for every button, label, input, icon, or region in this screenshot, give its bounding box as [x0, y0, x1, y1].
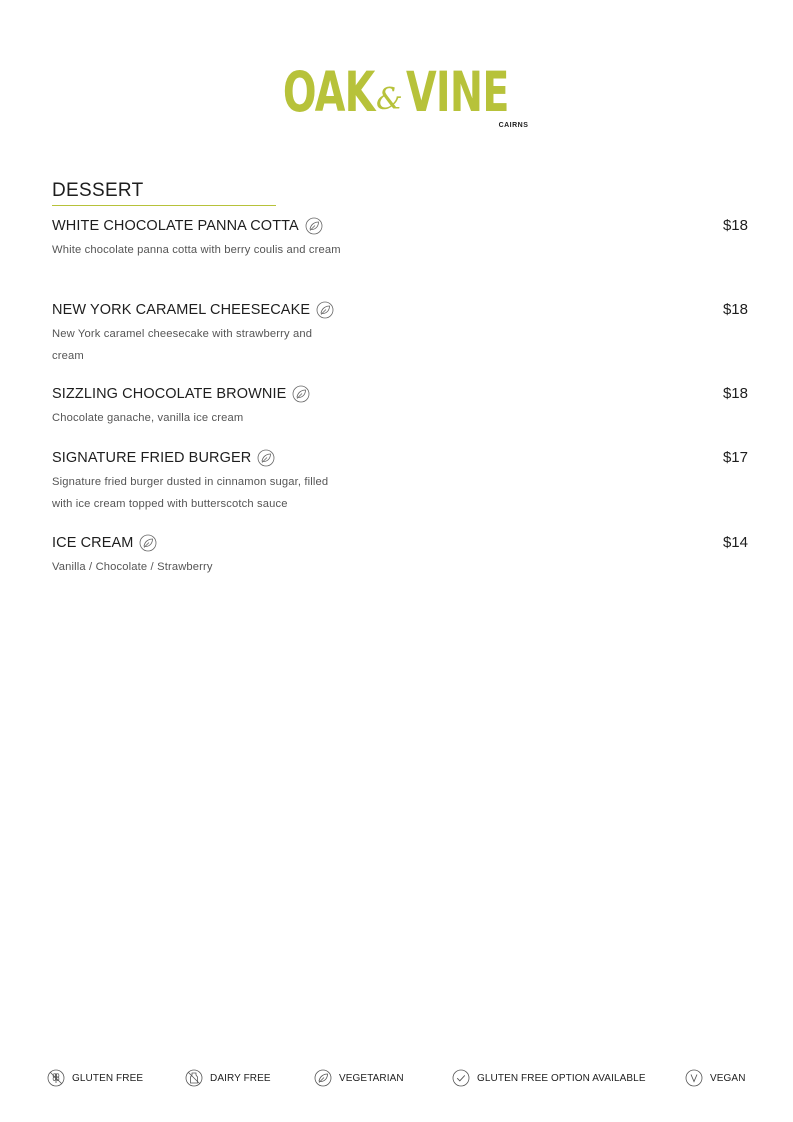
menu-item [52, 385, 748, 429]
item-price: $14 [722, 534, 748, 551]
item-name: NEW YORK CARAMEL CHEESECAKE [52, 302, 311, 318]
gluten-free-option-icon [452, 1069, 470, 1087]
dietary-legend [47, 1068, 747, 1088]
legend-gluten-free-option [452, 1068, 646, 1088]
legend-label: GLUTEN FREE [72, 1072, 144, 1084]
menu-item [52, 449, 748, 515]
item-description: New York caramel cheesecake with strawberry and cream [52, 328, 313, 362]
dairy-free-icon [185, 1069, 203, 1087]
item-name: SIZZLING CHOCOLATE BROWNIE [52, 386, 287, 402]
restaurant-logo [0, 60, 793, 129]
item-price: $18 [722, 385, 748, 402]
item-price: $18 [722, 301, 748, 318]
item-name: SIGNATURE FRIED BURGER [52, 450, 252, 466]
vegetarian-icon [139, 534, 157, 552]
logo-word-vine: VINE [405, 60, 509, 124]
logo-location: CAIRNS [498, 122, 529, 129]
legend-gluten-free [47, 1068, 143, 1088]
menu-item [52, 534, 748, 578]
item-price: $17 [722, 449, 748, 466]
legend-dairy-free [185, 1068, 271, 1088]
section-title: DESSERT [52, 180, 276, 206]
legend-vegan [685, 1068, 746, 1088]
vegetarian-icon [292, 385, 310, 403]
vegetarian-icon [305, 217, 323, 235]
gluten-free-icon [47, 1069, 65, 1087]
legend-label: GLUTEN FREE OPTION AVAILABLE [477, 1072, 646, 1084]
logo-ampersand: & [376, 82, 402, 117]
legend-label: DAIRY FREE [210, 1072, 271, 1084]
vegetarian-icon [316, 301, 334, 319]
item-description: Vanilla / Chocolate / Strawberry [52, 561, 213, 573]
item-price: $18 [722, 217, 748, 234]
item-description: White chocolate panna cotta with berry coulis and cream [52, 244, 341, 256]
legend-label: VEGAN [710, 1072, 746, 1084]
vegetarian-icon [257, 449, 275, 467]
menu-item [52, 301, 748, 367]
menu-item [52, 217, 748, 261]
logo-word-oak: OAK [282, 60, 375, 124]
item-name: WHITE CHOCOLATE PANNA COTTA [52, 218, 299, 234]
item-description: Signature fried burger dusted in cinnamon sugar, filled with ice cream topped with butterscotch sauce [52, 476, 329, 510]
item-name: ICE CREAM [52, 535, 134, 551]
vegetarian-icon [314, 1069, 332, 1087]
legend-label: VEGETARIAN [339, 1072, 404, 1084]
vegan-icon [685, 1069, 703, 1087]
item-description: Chocolate ganache, vanilla ice cream [52, 412, 244, 424]
legend-vegetarian [314, 1068, 404, 1088]
